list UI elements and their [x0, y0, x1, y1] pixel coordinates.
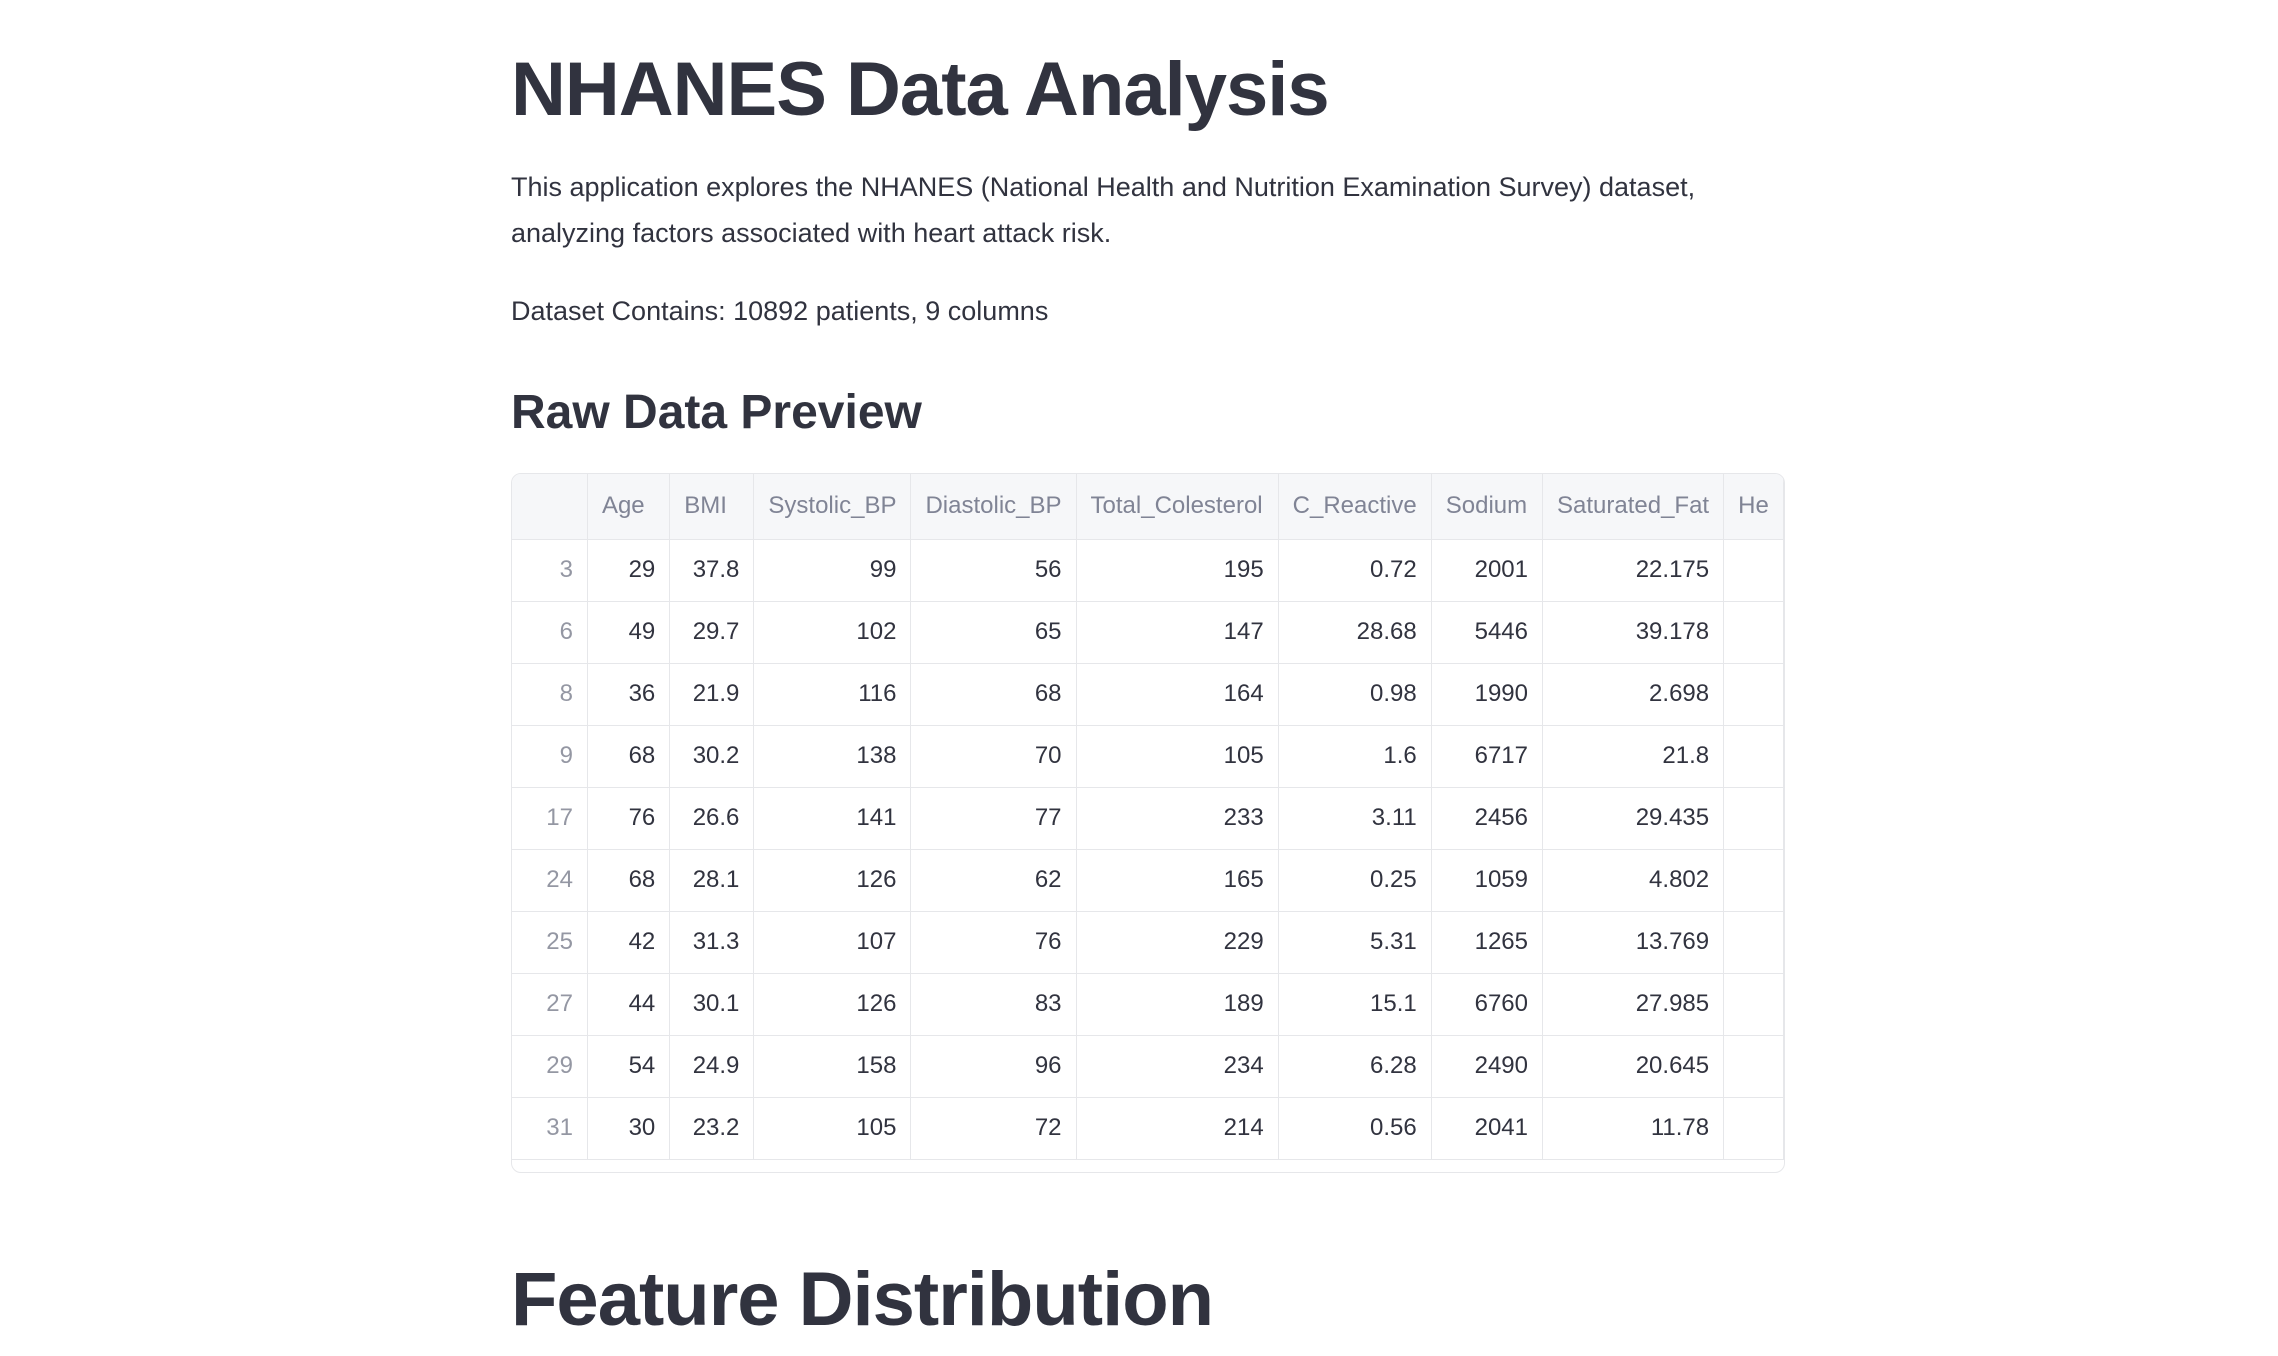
table-cell[interactable]: 195 — [1076, 539, 1278, 601]
table-cell[interactable]: 1990 — [1431, 663, 1542, 725]
table-cell[interactable]: 22.175 — [1543, 539, 1724, 601]
table-cell[interactable]: 126 — [754, 849, 911, 911]
column-header[interactable]: Total_Colesterol — [1076, 474, 1278, 539]
table-cell[interactable]: 107 — [754, 911, 911, 973]
table-cell[interactable]: 26.6 — [670, 787, 754, 849]
table-cell[interactable]: 214 — [1076, 1097, 1278, 1159]
table-row[interactable] — [512, 849, 1784, 911]
table-cell[interactable] — [1724, 1035, 1784, 1097]
table-cell[interactable]: 2456 — [1431, 787, 1542, 849]
table-cell[interactable]: 28.68 — [1278, 601, 1431, 663]
table-cell[interactable]: 23.2 — [670, 1097, 754, 1159]
table-cell[interactable]: 76 — [911, 911, 1076, 973]
table-row[interactable] — [512, 1035, 1784, 1097]
table-row[interactable] — [512, 725, 1784, 787]
row-index: 24 — [512, 849, 587, 911]
table-cell[interactable]: 42 — [587, 911, 669, 973]
row-index: 3 — [512, 539, 587, 601]
table-cell[interactable]: 147 — [1076, 601, 1278, 663]
table-cell[interactable]: 39.178 — [1543, 601, 1724, 663]
column-header[interactable]: Age — [587, 474, 669, 539]
table-cell[interactable]: 49 — [587, 601, 669, 663]
table-cell[interactable] — [1724, 787, 1784, 849]
table-cell[interactable]: 99 — [754, 539, 911, 601]
table-cell[interactable]: 24.9 — [670, 1035, 754, 1097]
table-cell[interactable]: 27.985 — [1543, 973, 1724, 1035]
table-cell[interactable]: 3.11 — [1278, 787, 1431, 849]
data-table[interactable] — [511, 473, 1785, 1173]
table-cell[interactable]: 29 — [587, 539, 669, 601]
table-cell[interactable]: 68 — [587, 849, 669, 911]
table-header-row — [512, 474, 1784, 539]
table-cell[interactable]: 5446 — [1431, 601, 1542, 663]
table-cell[interactable]: 165 — [1076, 849, 1278, 911]
table-cell[interactable]: 21.9 — [670, 663, 754, 725]
table-cell[interactable]: 77 — [911, 787, 1076, 849]
table-cell[interactable]: 4.802 — [1543, 849, 1724, 911]
table-cell[interactable]: 29.435 — [1543, 787, 1724, 849]
table-cell[interactable]: 96 — [911, 1035, 1076, 1097]
row-index: 9 — [512, 725, 587, 787]
index-header — [512, 474, 587, 539]
table-cell[interactable] — [1724, 1097, 1784, 1159]
table-cell[interactable]: 62 — [911, 849, 1076, 911]
table-cell[interactable]: 141 — [754, 787, 911, 849]
row-index: 27 — [512, 973, 587, 1035]
table-cell[interactable]: 56 — [911, 539, 1076, 601]
table-cell[interactable]: 30 — [587, 1097, 669, 1159]
table-cell[interactable]: 54 — [587, 1035, 669, 1097]
table-cell[interactable]: 68 — [911, 663, 1076, 725]
table-cell[interactable]: 2.698 — [1543, 663, 1724, 725]
table-cell[interactable]: 6.28 — [1278, 1035, 1431, 1097]
table-cell[interactable]: 20.645 — [1543, 1035, 1724, 1097]
table-cell[interactable]: 164 — [1076, 663, 1278, 725]
app-description: This application explores the NHANES (National Health and Nutrition Examination Survey) dataset, analyzing factors associated with heart attack risk. — [511, 172, 1696, 248]
table-row[interactable] — [512, 973, 1784, 1035]
table-cell[interactable]: 65 — [911, 601, 1076, 663]
table-cell[interactable]: 189 — [1076, 973, 1278, 1035]
column-header[interactable]: BMI — [670, 474, 754, 539]
table-cell[interactable]: 0.56 — [1278, 1097, 1431, 1159]
row-index: 31 — [512, 1097, 587, 1159]
table-cell[interactable]: 11.78 — [1543, 1097, 1724, 1159]
table-cell[interactable]: 2041 — [1431, 1097, 1542, 1159]
table-cell[interactable]: 70 — [911, 725, 1076, 787]
table-cell[interactable]: 2490 — [1431, 1035, 1542, 1097]
raw-data-preview-heading: Raw Data Preview — [511, 386, 922, 439]
column-header[interactable]: Diastolic_BP — [911, 474, 1076, 539]
table-row[interactable] — [512, 601, 1784, 663]
table-cell[interactable]: 31.3 — [670, 911, 754, 973]
table-cell[interactable] — [1724, 973, 1784, 1035]
table-cell[interactable]: 105 — [1076, 725, 1278, 787]
table-row[interactable] — [512, 663, 1784, 725]
row-index: 25 — [512, 911, 587, 973]
table-cell[interactable]: 0.72 — [1278, 539, 1431, 601]
table-cell[interactable]: 36 — [587, 663, 669, 725]
table-body — [512, 539, 1784, 1159]
column-header[interactable]: Saturated_Fat — [1543, 474, 1724, 539]
table-cell[interactable]: 229 — [1076, 911, 1278, 973]
table-cell[interactable] — [1724, 911, 1784, 973]
page-title: NHANES Data Analysis — [511, 47, 1329, 132]
table-row[interactable] — [512, 911, 1784, 973]
table-cell[interactable] — [1724, 725, 1784, 787]
table-cell[interactable]: 2001 — [1431, 539, 1542, 601]
table-cell[interactable]: 0.98 — [1278, 663, 1431, 725]
table-cell[interactable]: 102 — [754, 601, 911, 663]
table-cell[interactable]: 68 — [587, 725, 669, 787]
row-index: 29 — [512, 1035, 587, 1097]
table-cell[interactable]: 21.8 — [1543, 725, 1724, 787]
table-cell[interactable]: 15.1 — [1278, 973, 1431, 1035]
table-cell[interactable]: 37.8 — [670, 539, 754, 601]
table-cell[interactable]: 0.25 — [1278, 849, 1431, 911]
table-cell[interactable]: 28.1 — [670, 849, 754, 911]
table-cell[interactable] — [1724, 601, 1784, 663]
table-cell[interactable]: 29.7 — [670, 601, 754, 663]
feature-distribution-heading: Feature Distribution — [511, 1257, 1214, 1342]
column-header[interactable]: Sodium — [1431, 474, 1542, 539]
table-cell[interactable]: 138 — [754, 725, 911, 787]
table-cell[interactable]: 105 — [754, 1097, 911, 1159]
table-cell[interactable]: 158 — [754, 1035, 911, 1097]
table-row[interactable] — [512, 539, 1784, 601]
table-cell[interactable]: 13.769 — [1543, 911, 1724, 973]
table-cell[interactable]: 6717 — [1431, 725, 1542, 787]
table-cell[interactable]: 6760 — [1431, 973, 1542, 1035]
table-cell[interactable]: 1059 — [1431, 849, 1542, 911]
table-cell[interactable]: 116 — [754, 663, 911, 725]
table-cell[interactable]: 72 — [911, 1097, 1076, 1159]
table-cell[interactable] — [1724, 663, 1784, 725]
table-cell[interactable]: 126 — [754, 973, 911, 1035]
dataset-info: Dataset Contains: 10892 patients, 9 columns — [511, 296, 1049, 326]
table-cell[interactable]: 44 — [587, 973, 669, 1035]
table-cell[interactable]: 233 — [1076, 787, 1278, 849]
table-cell[interactable] — [1724, 849, 1784, 911]
row-index: 6 — [512, 601, 587, 663]
row-index: 17 — [512, 787, 587, 849]
table-cell[interactable]: 76 — [587, 787, 669, 849]
table-cell[interactable]: 234 — [1076, 1035, 1278, 1097]
table-cell[interactable]: 1265 — [1431, 911, 1542, 973]
table-row[interactable] — [512, 1097, 1784, 1159]
table-cell[interactable]: 83 — [911, 973, 1076, 1035]
column-header[interactable]: He — [1724, 474, 1784, 539]
row-index: 8 — [512, 663, 587, 725]
column-header[interactable]: Systolic_BP — [754, 474, 911, 539]
table-cell[interactable]: 1.6 — [1278, 725, 1431, 787]
table-row[interactable] — [512, 787, 1784, 849]
table-cell[interactable] — [1724, 539, 1784, 601]
data-grid[interactable] — [512, 474, 1784, 1160]
table-cell[interactable]: 30.2 — [670, 725, 754, 787]
column-header[interactable]: C_Reactive — [1278, 474, 1431, 539]
table-cell[interactable]: 5.31 — [1278, 911, 1431, 973]
table-cell[interactable]: 30.1 — [670, 973, 754, 1035]
